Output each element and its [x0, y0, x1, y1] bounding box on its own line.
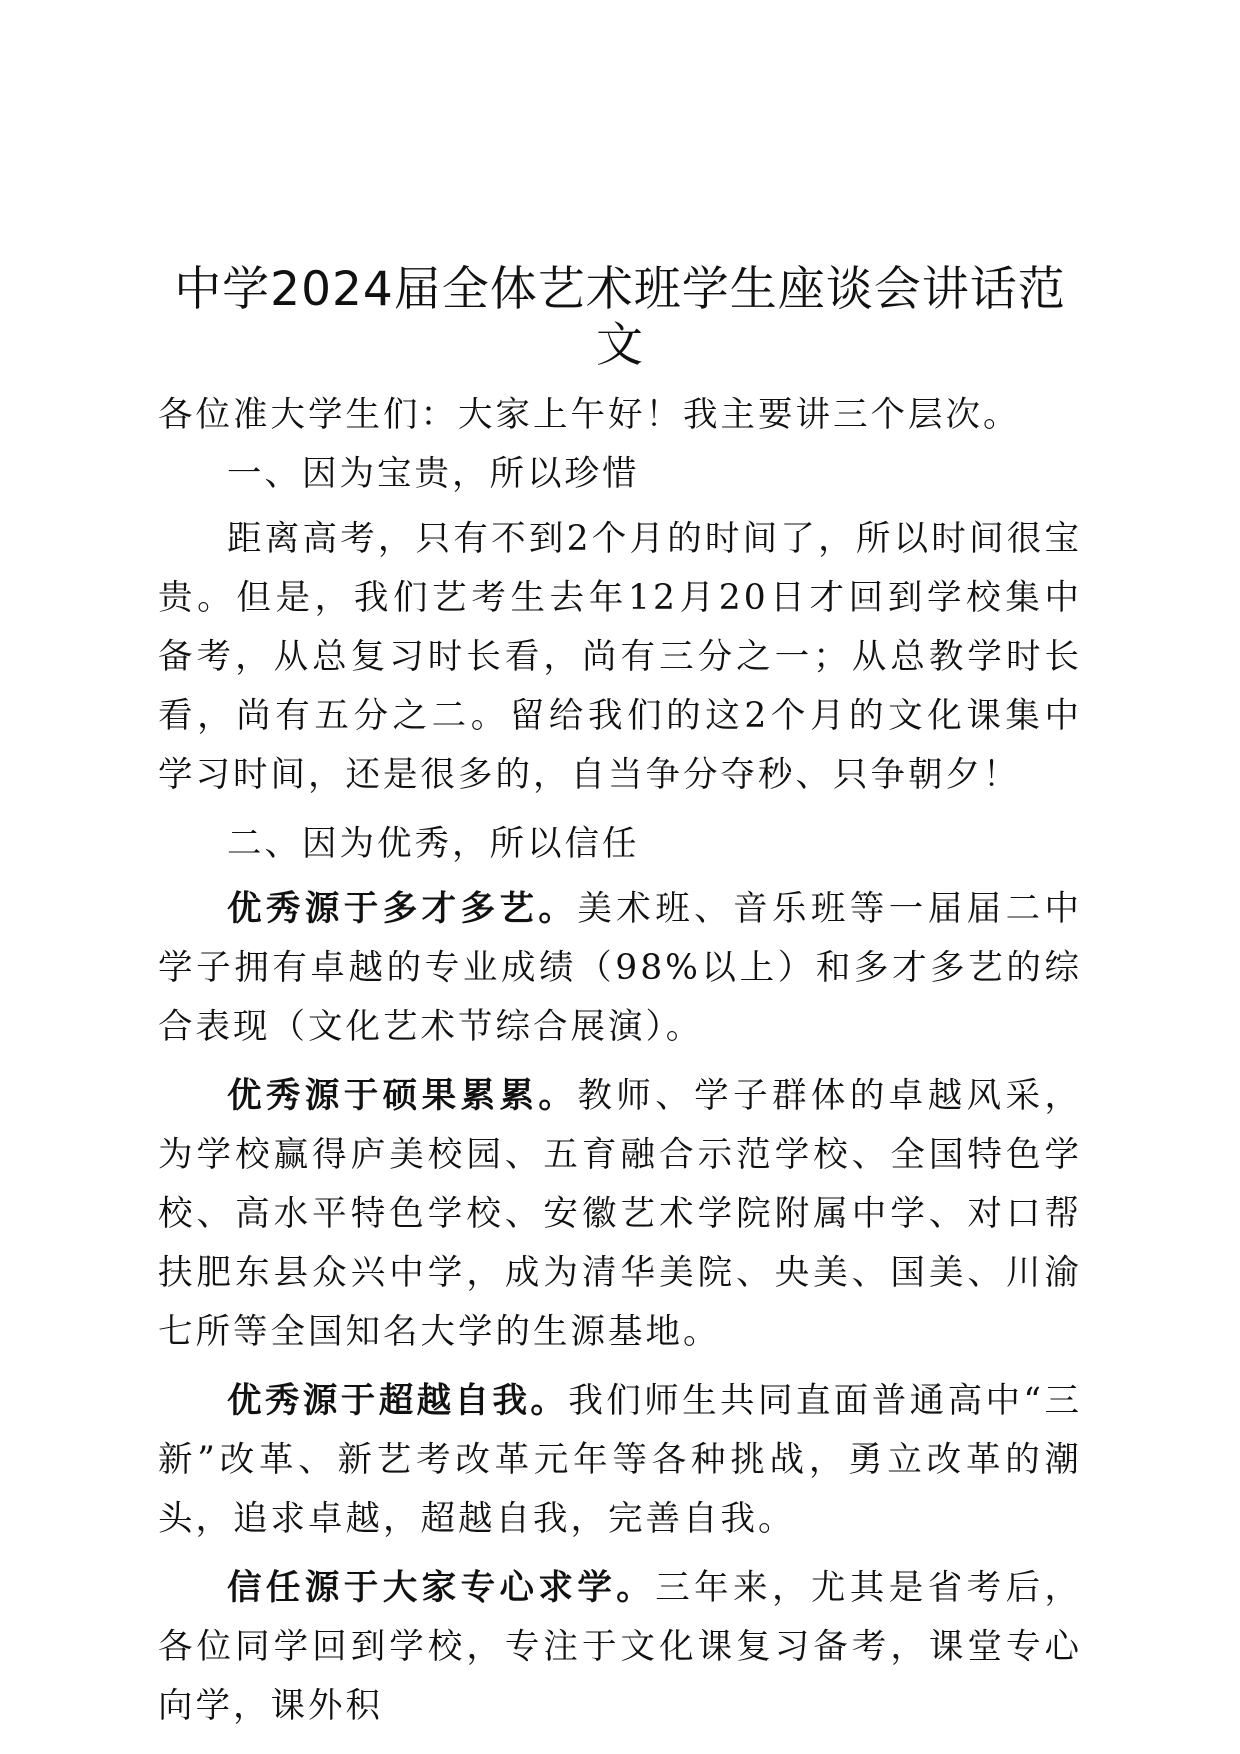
- page-title: 中学2024届全体艺术班学生座谈会讲话范文: [174, 262, 1066, 373]
- point-text: 美术班、音乐班等一届届二中学子拥有卓越的专业成绩（98%以上）和多才多艺的综合表现（文化艺术节综合展演）。: [158, 889, 1083, 1047]
- section-heading-2: 二、因为优秀，所以信任: [227, 824, 640, 864]
- point-text: 我们师生共同直面普通高中“三新”改革、新艺考改革元年等各种挑战，勇立改革的潮头，追求卓越，超越自我，完善自我。: [158, 1381, 1082, 1539]
- point-lead: 优秀源于超越自我。: [227, 1381, 569, 1421]
- point-text: 教师、学子群体的卓越风采，为学校赢得庐美校园、五育融合示范学校、全国特色学校、高水平特色学校、安徽艺术学院附属中学、对口帮扶肥东县众兴中学，成为清华美院、央美、国美、川渝七所等全国知名大学的生源基地。: [158, 1076, 1083, 1352]
- point-text: 三年来，尤其是省考后，各位同学回到学校，专注于文化课复习备考，课堂专心向学，课外积: [158, 1568, 1083, 1726]
- section-heading-1: 一、因为宝贵，所以珍惜: [227, 454, 640, 494]
- document-page: [158, 262, 1082, 1736]
- point-paragraph: [158, 1559, 1082, 1736]
- section-1-paragraph: 距离高考，只有不到2个月的时间了，所以时间很宝贵。但是，我们艺考生去年12月20日才回到学校集中备考，从总复习时长看，尚有三分之一；从总教学时长看，尚有五分之二。留给我们的这2个月的文化课集中学习时间，还是很多的，自当争分夺秒、只争朝夕！: [158, 519, 1082, 795]
- point-lead: 优秀源于硕果累累。: [227, 1076, 578, 1116]
- point-lead: 信任源于大家专心求学。: [227, 1568, 656, 1608]
- greeting: 各位准大学生们：大家上午好！我主要讲三个层次。: [158, 395, 1021, 435]
- point-paragraph: [158, 880, 1082, 1057]
- point-paragraph: [158, 1067, 1082, 1362]
- point-lead: 优秀源于多才多艺。: [227, 889, 578, 929]
- point-paragraph: [158, 1372, 1082, 1549]
